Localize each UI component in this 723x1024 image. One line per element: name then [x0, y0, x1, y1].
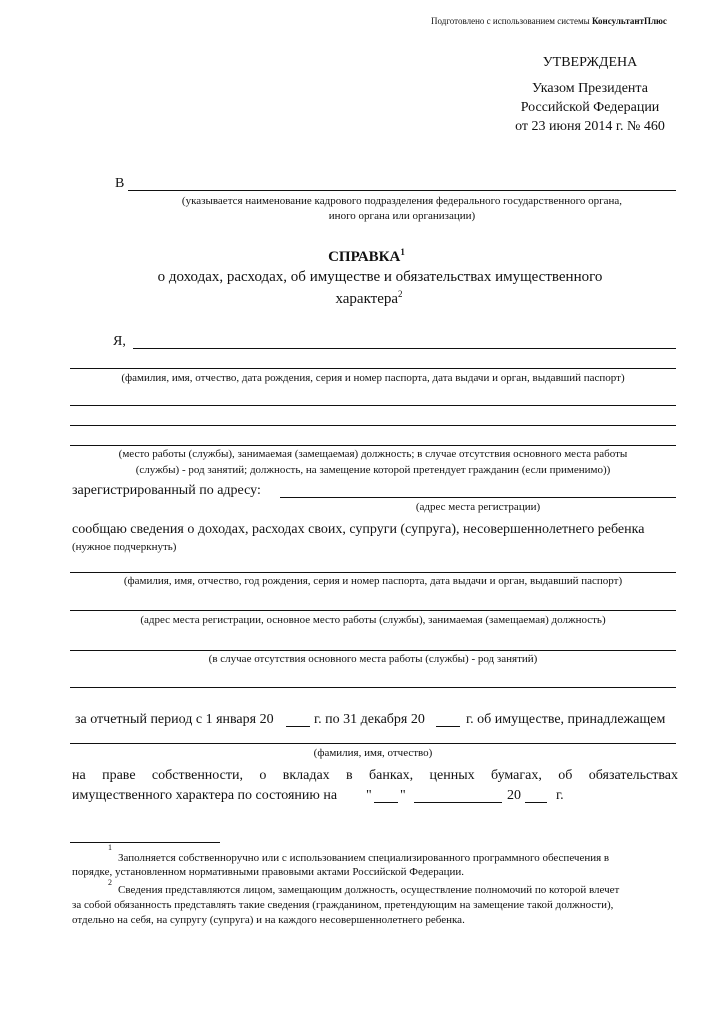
declarant-work-line-2[interactable]	[70, 425, 676, 426]
period-from-text: за отчетный период с 1 января 20	[75, 712, 274, 727]
relative-name-line[interactable]	[70, 572, 676, 573]
quote-open: "	[366, 788, 372, 803]
footnote-divider	[70, 842, 220, 843]
relative-address-line[interactable]	[70, 610, 676, 611]
footnote-1-line-2: порядке, установленном нормативными правовыми актами Российской Федерации.	[72, 866, 464, 878]
as-of-year-suffix: г.	[556, 788, 564, 803]
as-of-year-prefix: 20	[507, 788, 521, 803]
period-from-year-field[interactable]	[286, 726, 310, 727]
ownership-text: на праве собственности, о вкладах в банках, ценных бумагах, об обязательствах	[72, 768, 678, 783]
declarant-work-line-3[interactable]	[70, 445, 676, 446]
relatives-statement: сообщаю сведения о доходах, расходах своих, супруги (супруга), несовершеннолетнего ребенка	[72, 522, 645, 537]
approval-line-1: Указом Президента	[532, 81, 648, 96]
as-of-month-field[interactable]	[414, 802, 502, 803]
footnote-2-line-1: Сведения представляются лицом, замещающим должность, осуществление полномочий по которой влечет	[118, 884, 620, 896]
prepared-text: Подготовлено с использованием системы	[431, 16, 590, 26]
title-text: СПРАВКА	[328, 249, 401, 265]
footnote-1-line-1: Заполняется собственноручно или с использованием специализированного программного обеспечения в	[118, 852, 610, 864]
relative-address-hint: (адрес места регистрации, основное место работы (службы), занимаемая (замещаемая) должность)	[140, 614, 606, 626]
document-title	[0, 247, 723, 266]
footnote-2-line-3: отдельно на себя, на супругу (супруга) и на каждого несовершеннолетнего ребенка.	[72, 914, 465, 926]
title-footnote-ref-2: 2	[398, 289, 403, 299]
recipient-hint-2: иного органа или организации)	[328, 210, 476, 222]
period-to-year-field[interactable]	[436, 726, 460, 727]
title-subtitle-1: о доходах, расходах, об имуществе и обязательствах имущественного	[157, 269, 603, 285]
registered-label: зарегистрированный по адресу:	[72, 483, 261, 498]
footnote-2-line-2: за собой обязанность представлять такие сведения (гражданином, претендующим на замещение такой должности),	[72, 899, 614, 911]
prepared-note	[431, 16, 721, 26]
relative-occupation-line[interactable]	[70, 650, 676, 651]
as-of-year-field[interactable]	[525, 802, 547, 803]
recipient-field[interactable]	[128, 190, 676, 191]
recipient-prefix: В	[115, 176, 125, 191]
declarant-name-line-1[interactable]	[133, 348, 676, 349]
declarant-name-hint: (фамилия, имя, отчество, дата рождения, серия и номер паспорта, дата выдачи и орган, выдавший паспорт)	[121, 372, 625, 384]
period-property-text: г. об имуществе, принадлежащем	[466, 712, 666, 727]
relative-name-hint: (фамилия, имя, отчество, год рождения, серия и номер паспорта, дата выдачи и орган, выдавший паспорт)	[123, 575, 623, 587]
approval-line-3: от 23 июня 2014 г. № 460	[515, 119, 665, 134]
owner-name-hint: (фамилия, имя, отчество)	[313, 747, 433, 759]
recipient-hint-1: (указывается наименование кадрового подразделения федерального государственного органа,	[181, 195, 623, 207]
registered-address-field[interactable]	[280, 497, 676, 498]
brand-name: КонсультантПлюс	[591, 16, 667, 26]
as-of-day-field[interactable]	[374, 802, 398, 803]
underline-hint: (нужное подчеркнуть)	[72, 541, 177, 553]
footnote-1-marker: 1	[108, 843, 112, 852]
footnote-2-marker: 2	[108, 878, 112, 887]
title-subtitle-2	[0, 289, 723, 308]
approval-line-2: Российской Федерации	[520, 100, 660, 115]
declarant-work-line-1[interactable]	[70, 405, 676, 406]
declarant-prefix: Я,	[113, 334, 126, 349]
title-footnote-ref: 1	[400, 247, 405, 257]
registered-address-hint: (адрес места регистрации)	[415, 501, 541, 513]
owner-name-line[interactable]	[70, 743, 676, 744]
as-of-text: имущественного характера по состоянию на	[72, 788, 338, 803]
declarant-work-hint-2: (службы) - род занятий; должность, на замещение которой претендует гражданин (если применимо))	[135, 464, 611, 476]
declarant-name-line-2[interactable]	[70, 368, 676, 369]
period-to-text: г. по 31 декабря 20	[314, 712, 425, 727]
quote-close: "	[400, 788, 406, 803]
declarant-work-hint-1: (место работы (службы), занимаемая (замещаемая) должность; в случае отсутствия основного места работы	[118, 448, 628, 460]
relative-extra-line[interactable]	[70, 687, 676, 688]
relative-occupation-hint: (в случае отсутствия основного места работы (службы) - род занятий)	[208, 653, 538, 665]
approved-stamp: УТВЕРЖДЕНА	[542, 55, 638, 70]
title-subtitle-2-text: характера	[335, 291, 399, 307]
